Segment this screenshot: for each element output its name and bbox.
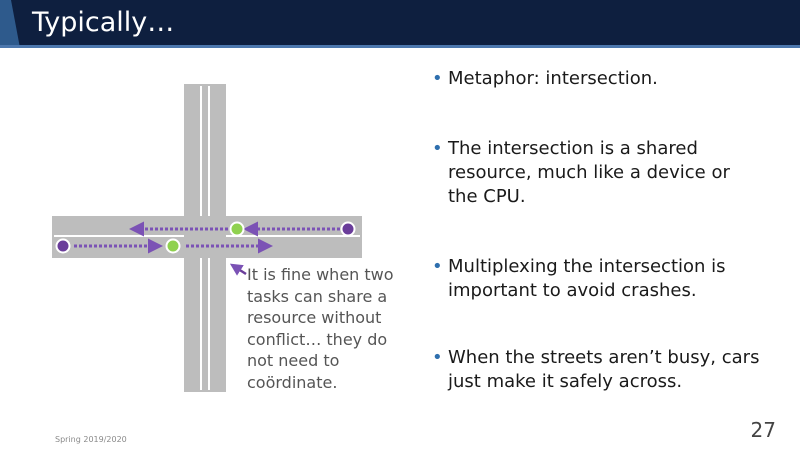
- caption-pointer-arrow: [232, 265, 246, 274]
- footer-term: Spring 2019/2020: [55, 435, 127, 444]
- bullet-text: Metaphor: intersection.: [448, 68, 658, 89]
- bullet-item: [432, 137, 753, 209]
- bullet-text: The intersection is a shared resource, much like a device or the CPU.: [448, 138, 730, 207]
- bullet-dot-icon: •: [432, 256, 443, 277]
- bullet-text: When the streets aren’t busy, cars just make it safely across.: [448, 347, 760, 392]
- bullet-dot-icon: •: [432, 138, 443, 159]
- bullet-item: [432, 346, 783, 394]
- page-number: 27: [750, 418, 776, 442]
- bullet-text: Multiplexing the intersection is important to avoid crashes.: [448, 256, 726, 301]
- green-car: [231, 223, 244, 236]
- purple-car: [342, 223, 355, 236]
- diagram-caption: It is fine when two tasks can share a resource without conflict… they do not need to coördinate.: [247, 265, 394, 392]
- purple-car: [57, 240, 70, 253]
- slide-title: Typically…: [32, 7, 175, 38]
- bullet-item: [432, 255, 768, 303]
- green-car: [167, 240, 180, 253]
- bullet-dot-icon: •: [432, 347, 443, 368]
- bullet-item: [432, 67, 748, 91]
- bullet-dot-icon: •: [432, 68, 443, 89]
